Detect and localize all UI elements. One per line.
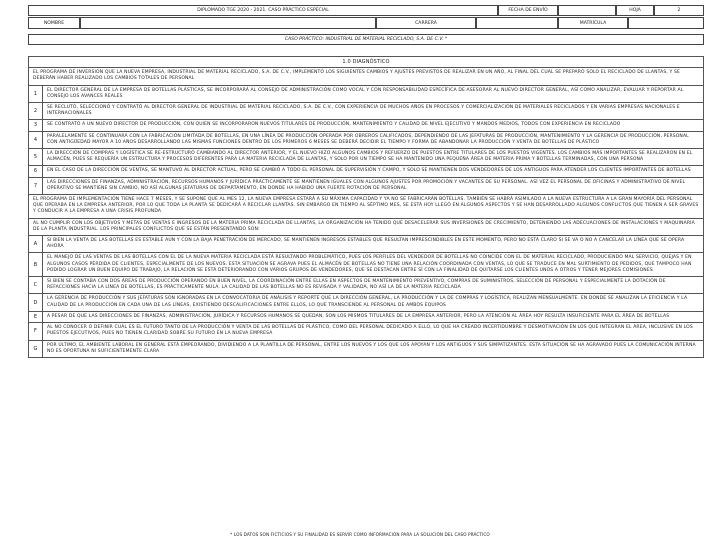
list-item [29, 85, 704, 102]
item-text: EL MANEJO DE LAS VENTAS DE LAS BOTELLAS CON EL DE LA NUEVA MATERIA RECICLADA ESTÁ RESULTANDO PROBLEMÁTICO, PUES LOS PERFILES DEL VENDEDOR DE BOTELLAS NO COINCIDE CON EL DE MATERIAL RECICLADO, PRODUCIENDO MAL SERVICIO, QUEJAS Y EN ALGUNOS CASOS PÉRDIDA DE CLIENTES, ESPECIALMENTE DE LOS NUEVOS. ESTA SITUACIÓN SE AGRAVA PUES EL ALMACÉN DE BOTELLAS NO TIENE UNA RELACIÓN COORDINADA CON VENTAS, LO QUE SE TRADUCE EN MAL SURTIMIENTO DE PEDIDOS, QUE TAMPOCO HAN PODIDO LOGRAR UN BUEN EQUIPO DE TRABAJO, LA RELACIÓN SE ESTÁ DETERIORANDO CON VARIOS GRUPOS DE VENDEDORES, QUE SE DESTACAN ENTRE SÍ CON LA FINALIDAD DE QUITARSE LOS CLIENTES UNOS A OTROS Y TENER MEJORES COMISIONES [43, 253, 704, 277]
item-number: 6 [29, 166, 43, 177]
item-letter: G [29, 340, 43, 357]
section-title: 1.0 DIAGNÓSTICO [29, 57, 704, 68]
item-letter: D [29, 294, 43, 311]
carrera-field[interactable] [476, 17, 558, 29]
case-title: CASO PRÁCTICO: INDUSTRIAL DE MATERIAL RECICLADO, S.A. DE C.V. * [28, 34, 704, 45]
item-letter: E [29, 311, 43, 322]
item-number: 4 [29, 131, 43, 148]
list-item [29, 340, 704, 357]
item-text: SE CONTRATÓ A UN NUEVO DIRECTOR DE PRODUCCIÓN, CON QUIEN SE INCORPORARON NUEVOS TITULARES DE PRODUCCIÓN, MANTENIMIENTO Y CALIDAD DE NIVEL EJECUTIVO Y MANDOS MEDIOS, TODOS CON EXPERIENCIA EN RECICLADO [43, 120, 704, 131]
list-item [29, 166, 704, 177]
intro-row [29, 68, 704, 85]
item-number: 7 [29, 177, 43, 194]
item-text: PARALELAMENTE SE CONTINUARÁ CON LA FABRICACIÓN LIMITADA DE BOTELLAS, EN UNA LÍNEA DE PRODUCCIÓN OPERADA POR OBREROS CALIFICADOS, DEPENDIENDO DE LAS JEFATURAS DE PRODUCCIÓN, MANTENIMIENTO Y LA GERENCIA DE PRODUCCIÓN, PERSONAL CON ANTIGÜEDAD MAYOR A 10 AÑOS DESARROLLANDO LAS MISMAS FUNCIONES DENTRO DE LOS PRIMEROS 6 MESES SE DEBERÁ DECIDIR EL TIEMPO Y FORMA DE ABANDONAR LA PRODUCCIÓN Y VENTA DE BOTELLAS DE PLÁSTICO [43, 131, 704, 148]
item-letter: F [29, 323, 43, 340]
item-number: 3 [29, 120, 43, 131]
hoja-value: 2 [654, 5, 704, 16]
header-row-1 [28, 5, 704, 16]
list-item [29, 103, 704, 120]
fecha-field[interactable] [558, 5, 616, 16]
list-item [29, 323, 704, 340]
item-text: LAS DIRECCIONES DE FINANZAS, ADMINISTRACIÓN, RECURSOS HUMANOS Y JURÍDICA PRÁCTICAMENTE SE MANTIENEN IGUALES CON ALGUNOS AJUSTES POR PROMOCIÓN Y VACANTES DE SU PERSONAL. ASÍ VEZ EL PERSONAL DE OFICINAS Y ADMINISTRATIVO DE NIVEL OPERATIVO SE MANTIENE SIN CAMBIO, NO ASÍ ALGUNAS JEFATURAS DE DEPARTAMENTO, EN DONDE HA HABIDO UNA FUERTE ROTACIÓN DE PERSONAL [43, 177, 704, 194]
item-text: LA GERENCIA DE PRODUCCIÓN Y SUS JEFATURAS SON IGNORADAS EN LA CONVOCATORIA DE ANÁLISIS Y REPORTE QUE LA DIRECCIÓN GENERAL, LA PRODUCCIÓN Y LA DE COMPRAS Y LOGÍSTICA, REALIZAN MENSUALMENTE. EN DONDE SE ANALIZAN LA EFICIENCIA Y LA CALIDAD DE LA PRODUCCIÓN EN CADA UNA DE LAS LÍNEAS, EXISTIENDO DESCALIFICACIONES ENTRE ELLOS, LO QUE TRANSCIENDE AL PERSONAL DE AMBOS EQUIPOS [43, 294, 704, 311]
item-letter: A [29, 236, 43, 253]
case-title-row [28, 34, 704, 45]
diagnostic-table [28, 56, 704, 358]
list-item [29, 177, 704, 194]
list-item [29, 131, 704, 148]
list-item [29, 294, 704, 311]
list-item [29, 236, 704, 253]
matricula-label: MATRÍCULA [558, 17, 628, 29]
item-text: AL NO CONOCER O DEFINIR CUÁL ES EL FUTURO TANTO DE LA PRODUCCIÓN Y VENTA DE LAS BOTELLAS DE PLÁSTICO, COMO DEL PERSONAL DEDICADO A ELLO, LO QUE HA CREADO INCERTIDUMBRE Y DESMOTIVACIÓN EN LOS QUE INTEGRAN EL ÁREA, INCLUSIVE EN LOS PUESTOS EJECUTIVOS, PUES NO TIENEN CLARIDAD SOBRE SU FUTURO EN LA NUEVA EMPRESA [43, 323, 704, 340]
list-item [29, 120, 704, 131]
second-intro-row [29, 218, 704, 235]
item-text: SI BIEN LA VENTA DE LAS BOTELLAS ES ESTABLE AÚN Y CON LA BAJA PENETRACIÓN DE MERCADO, SE MANTIENEN INGRESOS ESTABLES QUE RESULTAN IMPRESCINDIBLES EN ESTE MOMENTO, PERO NO ESTÁ CLARO SI SE VA O NO A CANCELAR LA LÍNEA QUE SE OPERA AHORA [43, 236, 704, 253]
list-item [29, 311, 704, 322]
item-text: A PESAR DE QUE LAS DIRECCIONES DE FINANZAS, ADMINISTRACIÓN, JURÍDICA Y RECURSOS HUMANOS SE QUEDAN, SON LOS MISMOS TITULARES DE LA EMPRESA ANTERIOR, PERO LA ATENCIÓN AL ÁREA HOY RESULTA INSUFICIENTE PARA EL ÁREA DE BOTELLAS [43, 311, 704, 322]
item-number: 1 [29, 85, 43, 102]
section-title-row [29, 57, 704, 68]
item-letter: C [29, 277, 43, 294]
item-text: SE RECLUTÓ, SELECCIONÓ Y CONTRATÓ AL DIRECTOR GENERAL DE INDUSTRIAL DE MATERIAL RECICLADO, S.A. DE C.V., CON EXPERIENCIA DE MUCHOS AÑOS EN PROCESOS Y COMERCIALIZACIÓN DE MATERIALES RECICLADOS Y EN VARIAS EMPRESAS NACIONALES E INTERNACIONALES [43, 103, 704, 120]
item-text: LA DIRECCIÓN DE COMPRAS Y LOGÍSTICA SE RE-ESTRUCTURÓ CAMBIANDO AL DIRECTOR ANTERIOR, Y EL NUEVO HIZO ALGUNOS CAMBIOS Y REFUERZO DE PUESTOS ENTRE TITULARES DE LOS PUESTOS VIGENTES. LOS CAMBIOS MÁS IMPORTANTES SE REALIZARON EN EL ALMACÉN, PUES SE REQUERÍA UN ESTRUCTURA Y PROCESOS DIFERENTES PARA LA MATERIA RECICLADA DE LLANTAS, Y SOLO POR UN TIEMPO SE HA MANTENIDO UNA PEQUEÑA ÁREA DE MATERIA PRIMA Y BOTELLAS TERMINADAS, CON UNA PERSONA [43, 149, 704, 166]
list-item [29, 149, 704, 166]
middle-paragraph: EL PROGRAMA DE IMPLEMENTACIÓN TIENE HACE 7 MESES, Y SE SUPONE QUE AL MES 12, LA NUEVA EMPRESA ESTARÁ A SU MÁXIMA CAPACIDAD Y YA NO SE FABRICARÁN BOTELLAS. TAMBIÉN SE HABRÁ ASIMILADO A LA NUEVA ESTRUCTURA A LA GRAN MAYORÍA DEL PERSONAL QUE OPERABA EN LA EMPRESA ANTERIOR, POR LO QUE TODA LA PLANTA SE DEDICARÁ A RECICLAR LLANTAS. SIN EMBARGO EN TIEMPO AL SÉPTIMO MES, SE ESTÁ HOY LLEGÓ EN ALGUNOS ASPECTOS Y SE HAN DESARROLLADO ALGUNOS CONFLICTOS QUE TIENEN A SER GRAVES Y CONDUCIR A LA EMPRESA A UNA CRISIS PROFUNDA [29, 195, 704, 219]
item-number: 2 [29, 103, 43, 120]
item-text: EL DIRECTOR GENERAL DE LA EMPRESA DE BOTELLAS PLÁSTICAS, SE INCORPORARÁ AL CONSEJO DE ADMINISTRACIÓN COMO VOCAL Y CON RESPONSABILIDAD ESPECÍFICA DE ASESORAR AL NUEVO DIRECTOR GENERAL, ASÍ COMO ANALIZAR, EVALUAR Y REPORTAR AL CONSEJO LOS AVANCES REALES [43, 85, 704, 102]
header-row-2 [28, 17, 704, 29]
item-text: EN EL CASO DE LA DIRECCIÓN DE VENTAS, SE MANTUVO AL DIRECTOR ACTUAL, PERO SE CAMBIÓ A TODO EL PERSONAL DE SUPERVISIÓN Y CAMPO, Y SOLO SE MANTIENEN DOS VENDEDORES DE LOS ANTIGUOS PARA ATENDER LOS CLIENTES IMPORTANTES DE BOTELLAS [43, 166, 704, 177]
list-item [29, 277, 704, 294]
item-number: 5 [29, 149, 43, 166]
fecha-label: FECHA DE ENVÍO [498, 5, 558, 16]
item-text: SI BIEN SE CONTABA CON DOS ÁREAS DE PRODUCCIÓN OPERANDO EN BUEN NIVEL, LA COORDINACIÓN ENTRE ELLAS EN ASPECTOS DE MANTENIMIENTO PREVENTIVO, COMPRAS DE SUMINISTROS, SELECCIÓN DE PERSONAL Y ESPECIALMENTE LA DOTACIÓN DE REFACCIONES HACIA LA LÍNEA DE BOTELLAS, ES PRÁCTICAMENTE NULA. LA CALIDAD DE LAS BOTELLAS NO ES REVISADA Y VALIDADA, NO ASÍ LA DE LA MATERIA RECICLADA [43, 277, 704, 294]
nombre-label: NOMBRE [28, 17, 80, 29]
item-letter: B [29, 253, 43, 277]
second-intro: AL NO CUMPLIR CON LOS OBJETIVOS Y METAS DE VENTAS E INGRESOS DE LA MATERIA PRIMA RECICLADA DE LLANTAS, LA ORGANIZACIÓN HA TENIDO QUE DESACELERAR SUS INVERSIONES DE CRECIMIENTO, DETENIENDO LAS ADECUACIONES DE INSTALACIONES Y MAQUINARIA DE LA PLANTA INDUSTRIAL. LOS PRINCIPALES CONFLICTOS QUE SE ESTÁN PRESENTANDO SON: [29, 218, 704, 235]
hoja-label: HOJA [616, 5, 654, 16]
list-item [29, 253, 704, 277]
nombre-field[interactable] [80, 17, 376, 29]
middle-paragraph-row [29, 195, 704, 219]
program-title: DIPLOMADO TGE 2020 - 2021. CASO PRÁCTICO ESPECIAL [28, 5, 498, 16]
carrera-label: CARRERA [376, 17, 476, 29]
matricula-field[interactable] [628, 17, 704, 29]
footer-note: * LOS DATOS SON FICTICIOS Y SU FINALIDAD ES SERVIR COMO INFORMACIÓN PARA LA SOLUCIÓN DEL CASO PRÁCTICO [230, 532, 490, 537]
item-text: POR ÚLTIMO, EL AMBIENTE LABORAL EN GENERAL ESTÁ EMPEORANDO, DIVIDIENDO A LA PLANTILLA DE PERSONAL, ENTRE LOS NUEVOS Y LOS QUE LOS APOYAN Y LOS ANTIGUOS Y SUS SIMPATIZANTES. ESTA SITUACIÓN SE HA AGRAVADO PUES LA COMUNICACIÓN INTERNA NO ES OPORTUNA NI SUFICIENTEMENTE CLARA [43, 340, 704, 357]
intro-text: EL PROGRAMA DE INVERSIÓN QUE LA NUEVA EMPRESA, INDUSTRIAL DE MATERIAL RECICLADO, S.A. DE C.V., IMPLEMENTÓ LOS SIGUIENTES CAMBIOS Y AJUSTES PREVISTOS DE REALIZAR EN UN AÑO, AL FINAL DEL CUAL SE PREPARÓ SOLO EL RECICLADO DE LLANTAS, Y SE DEBERÁN HABER REALIZADO LOS CAMBIOS TOTALES DE PERSONAL [29, 68, 704, 85]
